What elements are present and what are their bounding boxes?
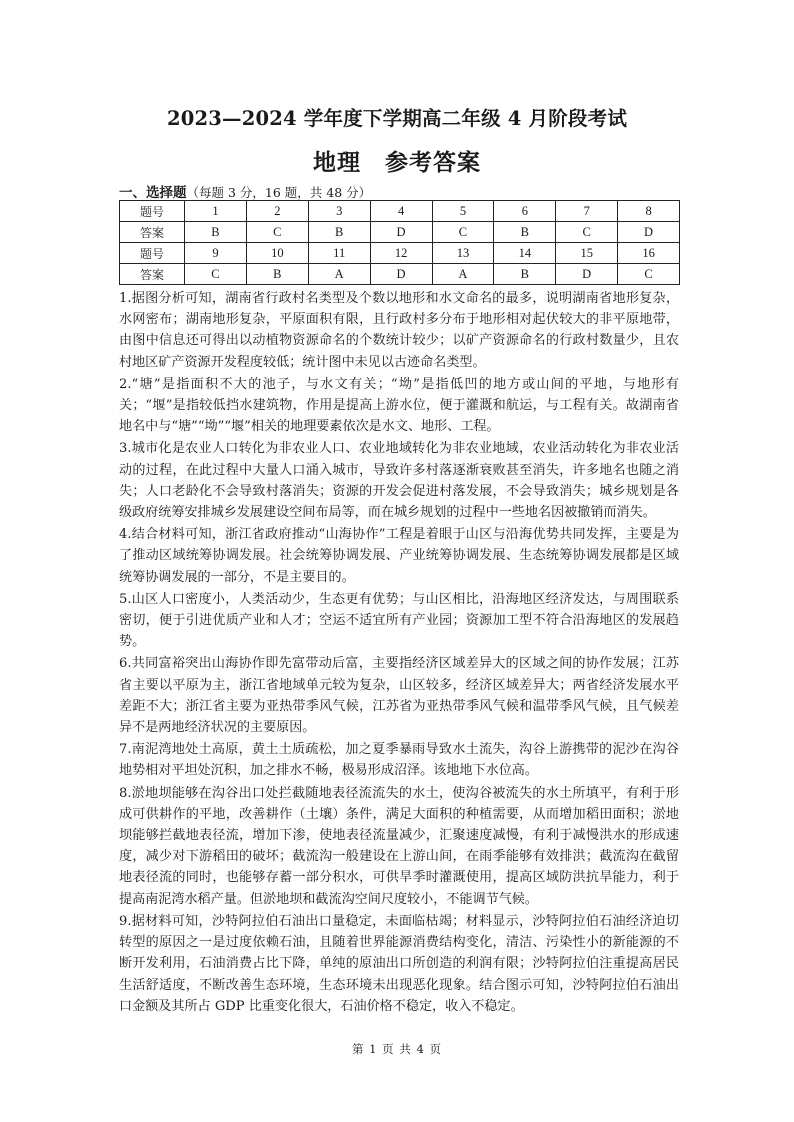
- answer-explanations: [119, 288, 679, 1018]
- table-cell: B: [494, 264, 556, 285]
- table-cell: C: [246, 222, 308, 243]
- table-cell: 7: [556, 201, 618, 222]
- table-cell: 答案: [120, 264, 185, 285]
- explanation-paragraph: 2.“塘”是指面积不大的池子，与水文有关；“坳”是指低凹的地方或山间的平地，与地形有关；“堰”是指较低挡水建筑物，作用是提高上游水位，便于灌溉和航运，与工程有关。故湖南省地名中与“塘”“坳”“堰”相关的地理要素依次是水文、地形、工程。: [119, 376, 679, 435]
- section-title: 一、选择题: [119, 185, 187, 201]
- table-cell: C: [556, 222, 618, 243]
- table-cell: 16: [618, 243, 680, 264]
- table-row: [120, 222, 680, 243]
- table-cell: 14: [494, 243, 556, 264]
- table-cell: 2: [246, 201, 308, 222]
- section-note: （每题 3 分，16 题，共 48 分）: [186, 185, 372, 200]
- table-cell: A: [432, 264, 494, 285]
- explanation-paragraph: 3.城市化是农业人口转化为非农业人口、农业地域转化为非农业地域，农业活动转化为非农业活动的过程，在此过程中大量人口涌入城市，导致许多村落逐渐衰败甚至消失，许多地名也随之消失；人口老龄化不会导致村落消失；资源的开发会促进村落发展，不会导致消失；城乡规划是各级政府统筹安排城乡发展建设空间布局等，而在城乡规划的过程中一些地名因被撤销而消失。: [119, 441, 679, 521]
- table-cell: B: [185, 222, 247, 243]
- page-title: 2023—2024 学年度下学期高二年级 4 月阶段考试: [166, 107, 628, 130]
- answer-table: [119, 200, 680, 285]
- table-cell: 题号: [120, 201, 185, 222]
- table-cell: A: [308, 264, 370, 285]
- table-cell: 1: [185, 201, 247, 222]
- table-cell: 9: [185, 243, 247, 264]
- table-cell: 4: [370, 201, 432, 222]
- explanation-paragraph: 5.山区人口密度小，人类活动少，生态更有优势；与山区相比，沿海地区经济发达，与周围联系密切，便于引进优质产业和人才；空运不适宜所有产业园；资源加工型不符合沿海地区的发展趋势。: [119, 591, 679, 650]
- explanation-paragraph: 8.淤地坝能够在沟谷出口处拦截随地表径流流失的水土，使沟谷被流失的水土所填平，有利于形成可供耕作的平地，改善耕作（土壤）条件，满足大面积的种植需要，从而增加稻田面积；淤地坝能够拦截地表径流，增加下渗，使地表径流量减少，汇聚速度减慢，有利于减慢洪水的形成速度，减少对下游稻田的破坏；截流沟一般建设在上游山间，在雨季能够有效排洪；截流沟在截留地表径流的同时，也能够存蓄一部分积水，可供旱季时灌溉使用，提高区域防洪抗旱能力，利于提高南泥湾水稻产量。但淤地坝和截流沟空间尺度较小，不能调节气候。: [119, 785, 679, 907]
- table-cell: 5: [432, 201, 494, 222]
- explanation-paragraph: 7.南泥湾地处土高原，黄土土质疏松，加之夏季暴雨导致水土流失，沟谷上游携带的泥沙在沟谷地势相对平坦处沉积，加之排水不畅，极易形成沼泽。该地地下水位高。: [119, 742, 679, 779]
- table-cell: 15: [556, 243, 618, 264]
- table-row: [120, 243, 680, 264]
- table-cell: D: [618, 222, 680, 243]
- explanation-paragraph: 9.据材料可知，沙特阿拉伯石油出口量稳定，未面临枯竭；材料显示，沙特阿拉伯石油经济迫切转型的原因之一是过度依赖石油，且随着世界能源消费结构变化，清洁、污染性小的新能源的不断开发利用，石油消费占比下降，单纯的原油出口所创造的利润有限；沙特阿拉伯注重提高居民生活舒适度，不断改善生态环境，生态环境未出现恶化现象。结合图示可知，沙特阿拉伯石油出口金额及其所占 GDP 比重变化很大，石油价格不稳定，收入不稳定。: [119, 913, 679, 1014]
- table-cell: D: [370, 264, 432, 285]
- table-cell: 6: [494, 201, 556, 222]
- page-subtitle: 地理 参考答案: [313, 150, 481, 176]
- table-row: [120, 264, 680, 285]
- table-cell: 11: [308, 243, 370, 264]
- table-cell: 3: [308, 201, 370, 222]
- table-cell: B: [494, 222, 556, 243]
- table-cell: 12: [370, 243, 432, 264]
- table-cell: 8: [618, 201, 680, 222]
- table-cell: C: [618, 264, 680, 285]
- table-row: [120, 201, 680, 222]
- table-cell: C: [185, 264, 247, 285]
- table-cell: D: [370, 222, 432, 243]
- page-number: 第 1 页 共 4 页: [352, 1042, 442, 1056]
- explanation-paragraph: 6.共同富裕突出山海协作即先富带动后富，主要指经济区域差异大的区域之间的协作发展；江苏省主要以平原为主，浙江省地域单元较为复杂，山区较多，经济区域差异大；两省经济发展水平差距不大；浙江省主要为亚热带季风气候，江苏省为亚热带季风气候和温带季风气候，且气候差异不是两地经济状况的主要原因。: [119, 656, 679, 736]
- table-cell: B: [308, 222, 370, 243]
- explanation-paragraph: 1.据图分析可知，湖南省行政村名类型及个数以地形和水文命名的最多，说明湖南省地形复杂，水网密布；湖南地形复杂，平原面积有限，且行政村多分布于地形相对起伏较大的非平原地带，由图中信息还可得出以动植物资源命名的个数统计较少；以矿产资源命名的行政村数量少，且农村地区矿产资源开发程度较低；统计图中未见以古迹命名类型。: [119, 291, 679, 370]
- table-cell: C: [432, 222, 494, 243]
- table-cell: 题号: [120, 243, 185, 264]
- table-cell: 答案: [120, 222, 185, 243]
- explanation-paragraph: 4.结合材料可知，浙江省政府推动“山海协作”工程是着眼于山区与沿海优势共同发挥，主要是为了推动区域统筹协调发展。社会统筹协调发展、产业统筹协调发展、生态统筹协调发展都是区域统筹协调发展的一部分，不是主要目的。: [119, 527, 679, 585]
- table-cell: D: [556, 264, 618, 285]
- table-cell: 13: [432, 243, 494, 264]
- table-cell: B: [246, 264, 308, 285]
- table-cell: 10: [246, 243, 308, 264]
- section-heading: [119, 181, 371, 201]
